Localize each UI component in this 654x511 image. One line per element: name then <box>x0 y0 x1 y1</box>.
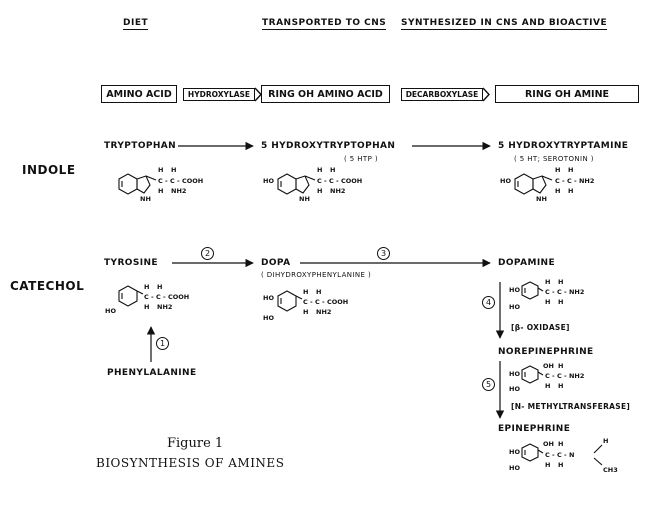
5ht-h-top-1: H <box>555 166 561 174</box>
epinephrine-chain: C - C - N <box>545 451 575 459</box>
norepinephrine-oh: OH <box>543 362 554 370</box>
tyrosine-h-top-1: H <box>144 283 150 291</box>
compound-5-hydroxytryptamine: 5 HYDROXYTRYPTAMINE <box>498 141 629 151</box>
structure-dopamine <box>509 278 584 311</box>
5ht-h-top-2: H <box>568 166 574 174</box>
step-number-4: 4 <box>482 296 495 309</box>
structure-tyrosine <box>105 283 189 315</box>
epinephrine-h-bottom-2: H <box>558 461 564 469</box>
dopamine-h-bottom-2: H <box>558 298 564 306</box>
dopamine-ho-top: HO <box>509 286 520 294</box>
5htp-nh2: NH2 <box>330 187 346 195</box>
box-amino-acid: AMINO ACID <box>101 85 177 103</box>
tryptophan-nh2: NH2 <box>171 187 187 195</box>
epinephrine-oh: OH <box>543 440 554 448</box>
epinephrine-h-top: H <box>558 440 564 448</box>
header-transported-to-cns: TRANSPORTED TO CNS <box>262 18 387 28</box>
epinephrine-ho-top: HO <box>509 448 520 456</box>
5htp-h-top-2: H <box>330 166 336 174</box>
dopamine-ho-bottom: HO <box>509 303 520 311</box>
dopa-h-top-2: H <box>316 288 322 296</box>
dopa-ho-top: HO <box>263 294 274 302</box>
norepinephrine-h-bottom-1: H <box>545 382 551 390</box>
reaction-arrows <box>151 146 500 418</box>
5ht-h-bottom-1: H <box>555 187 561 195</box>
structure-5-ht <box>500 166 594 203</box>
tryptophan-h-bottom: H <box>158 187 164 195</box>
compound-dopamine: DOPAMINE <box>498 258 556 268</box>
tyrosine-nh2: NH2 <box>157 303 173 311</box>
dopa-nh2: NH2 <box>316 308 332 316</box>
dopa-ho-bottom: HO <box>263 314 274 322</box>
compound-tryptophan: TRYPTOPHAN <box>104 141 177 151</box>
enzyme-n-methyltransferase: [N- METHYLTRANSFERASE] <box>511 402 631 411</box>
dopa-h-bottom: H <box>303 308 309 316</box>
compound-dopa-note: ( DIHYDROXYPHENYLANINE ) <box>261 271 372 279</box>
dopa-chain: C - C - COOH <box>303 298 349 306</box>
figure-label: Figure 1 <box>167 436 224 451</box>
header-diet: DIET <box>123 18 149 28</box>
5htp-chain: C - C - COOH <box>317 177 363 185</box>
5htp-ho: HO <box>263 177 274 185</box>
dopamine-h-top-2: H <box>558 278 564 286</box>
structure-tryptophan <box>119 166 203 203</box>
compound-norepinephrine: NOREPINEPHRINE <box>498 347 594 357</box>
epinephrine-ch3: CH3 <box>603 466 618 474</box>
5htp-nh: NH <box>299 195 310 203</box>
5ht-chain: C - C - NH2 <box>555 177 595 185</box>
step-number-5: 5 <box>482 378 495 391</box>
step-number-2: 2 <box>201 247 214 260</box>
tryptophan-h-top-2: H <box>171 166 177 174</box>
epinephrine-ho-bottom: HO <box>509 464 520 472</box>
dopamine-h-top-1: H <box>545 278 551 286</box>
5ht-h-bottom-2: H <box>568 187 574 195</box>
compound-serotonin-note: ( 5 HT; SEROTONIN ) <box>514 155 594 163</box>
dopamine-chain: C - C - NH2 <box>545 288 585 296</box>
row-label-indole: INDOLE <box>22 163 76 177</box>
structure-epinephrine <box>509 437 618 474</box>
header-synthesized-in-cns: SYNTHESIZED IN CNS AND BIOACTIVE <box>401 18 608 28</box>
5htp-h-top-1: H <box>317 166 323 174</box>
tyrosine-chain: C - C - COOH <box>144 293 190 301</box>
5ht-nh: NH <box>536 195 547 203</box>
norepinephrine-chain: C - C - NH2 <box>545 372 585 380</box>
compound-tyrosine: TYROSINE <box>104 258 158 268</box>
compound-5-htp-note: ( 5 HTP ) <box>344 155 378 163</box>
epinephrine-h-n: H <box>603 437 609 445</box>
dopamine-h-bottom-1: H <box>545 298 551 306</box>
tyrosine-h-top-2: H <box>157 283 163 291</box>
norepinephrine-h-top: H <box>558 362 564 370</box>
box-hydroxylase: HYDROXYLASE <box>183 88 255 101</box>
compound-phenylalanine: PHENYLALANINE <box>107 368 197 378</box>
tyrosine-h-bottom: H <box>144 303 150 311</box>
norepinephrine-h-bottom-2: H <box>558 382 564 390</box>
row-label-catechol: CATECHOL <box>10 279 85 293</box>
5htp-h-bottom: H <box>317 187 323 195</box>
tryptophan-h-top-1: H <box>158 166 164 174</box>
step-number-1: 1 <box>156 337 169 350</box>
structure-5-htp <box>263 166 362 203</box>
dopa-h-top-1: H <box>303 288 309 296</box>
5ht-ho: HO <box>500 177 511 185</box>
tyrosine-ho: HO <box>105 307 116 315</box>
enzyme-b-oxidase: [β- OXIDASE] <box>511 323 570 332</box>
box-ring-oh-amino-acid: RING OH AMINO ACID <box>261 85 390 103</box>
tryptophan-nh: NH <box>140 195 151 203</box>
pathway-chevrons <box>255 88 489 101</box>
structure-norepinephrine <box>509 362 584 393</box>
structure-dopa <box>263 288 348 322</box>
tryptophan-chain: C - C - COOH <box>158 177 204 185</box>
box-ring-oh-amine: RING OH AMINE <box>495 85 639 103</box>
norepinephrine-ho-bottom: HO <box>509 385 520 393</box>
compound-epinephrine: EPINEPHRINE <box>498 424 571 434</box>
step-number-3: 3 <box>377 247 390 260</box>
compound-dopa: DOPA <box>261 258 291 268</box>
epinephrine-h-bottom-1: H <box>545 461 551 469</box>
box-decarboxylase: DECARBOXYLASE <box>401 88 483 101</box>
compound-5-hydroxytryptophan: 5 HYDROXYTRYPTOPHAN <box>261 141 396 151</box>
figure-caption: BIOSYNTHESIS OF AMINES <box>96 456 285 470</box>
norepinephrine-ho-top: HO <box>509 370 520 378</box>
